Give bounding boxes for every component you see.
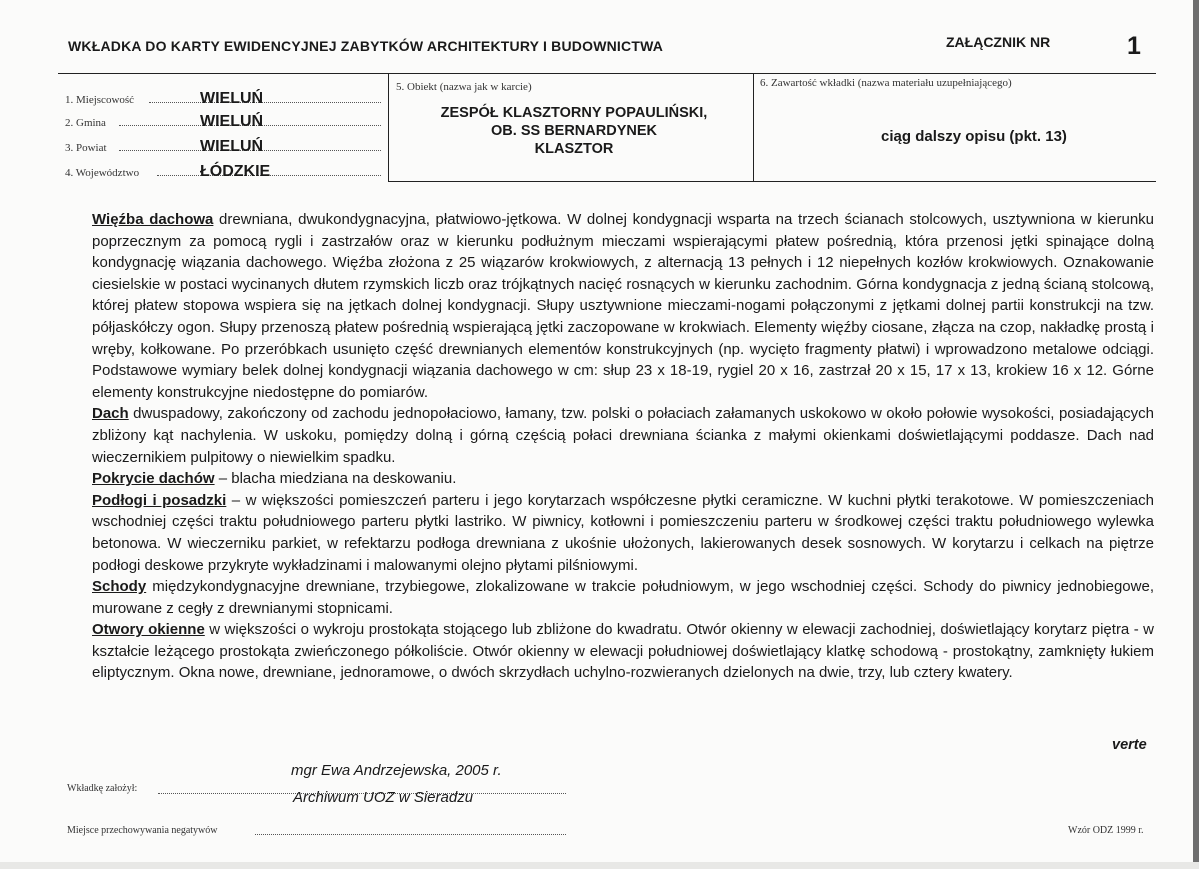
location-row-miejscowosc — [65, 86, 381, 108]
negatives-label: Miejsce przechowywania negatywów — [67, 825, 218, 836]
section-text: – blacha miedziana na deskowaniu. — [214, 470, 457, 488]
author-label: Wkładkę założył: — [67, 783, 138, 794]
object-label: 5. Obiekt (nazwa jak w karcie) — [396, 81, 532, 93]
contents-label: 6. Zawartość wkładki (nazwa materiału uzupełniającego) — [760, 77, 1012, 89]
contents-value: ciąg dalszy opisu (pkt. 13) — [881, 128, 1067, 145]
description-body — [92, 209, 1154, 684]
section-heading: Schody — [92, 578, 147, 596]
section-heading: Pokrycie dachów — [92, 470, 215, 488]
section-heading: Otwory okienne — [92, 621, 205, 639]
location-value: WIELUŃ — [200, 138, 264, 155]
annex-number: 1 — [1127, 32, 1141, 60]
description-paragraph-roof — [92, 403, 1154, 468]
form-title: WKŁADKA DO KARTY EWIDENCYJNEJ ZABYTKÓW ARCHITEKTURY I BUDOWNICTWA — [68, 38, 664, 54]
location-label: 4. Województwo — [65, 167, 140, 179]
location-value: ŁÓDZKIE — [200, 163, 271, 180]
negatives-dotted-line — [255, 834, 566, 835]
section-text: międzykondygnacyjne drewniane, trzybiegowe, zlokalizowane w trakcie południowym, w jego wschodniej części. Schody do piwnicy jednobiegowe, murowane z cegły z drewnianymi stopnicami. — [92, 578, 1154, 617]
description-paragraph-roofing — [92, 468, 1154, 490]
object-name-line: OB. SS BERNARDYNEK — [491, 123, 657, 139]
location-label: 3. Powiat — [65, 142, 107, 154]
scan-edge-right — [1193, 0, 1199, 869]
archive-stamp: Archiwum UOZ w Sieradzu — [293, 789, 474, 806]
table-bottom-rule — [388, 181, 1156, 182]
table-divider-1 — [388, 73, 389, 182]
object-name-line: KLASZTOR — [534, 141, 614, 157]
location-row-powiat — [65, 134, 381, 156]
section-text: w większości o wykroju prostokąta stojącego lub zbliżone do kwadratu. Otwór okienny w elewacji zachodniej, doświetlający korytarz piętra - w kształcie leżącego prostokąta zwieńczonego półkoliście. Otwór okienny w elewacji południowej doświetlający klatkę schodową - prostokątny, zamknięty łukiem eliptycznym. Okna nowe, drewniane, jednoramowe, o dwóch skrzydłach uchylno-rozwieranych dzielonych na dwie, trzy, lub cztery kwatery. — [92, 621, 1154, 682]
location-label: 2. Gmina — [65, 117, 106, 129]
location-row-wojewodztwo — [65, 159, 381, 181]
section-text: dwuspadowy, zakończony od zachodu jednopołaciowo, łamany, tzw. polski o połaciach załamanych uskokowo w około połowie wysokości, posiadających zbliżony kąt nachylenia. W uskoku, pomiędzy dolną i górną częścią połaci drewniana ścianka z małymi okienkami doświetlającymi poddasze. Dach nad wieczernikiem pulpitowy o niewielkim spadku. — [92, 405, 1154, 466]
object-name-line: ZESPÓŁ KLASZTORNY POPAULIŃSKI, — [440, 105, 708, 121]
object-name — [393, 104, 755, 158]
location-value: WIELUŃ — [200, 90, 264, 107]
author-signature: mgr Ewa Andrzejewska, 2005 r. — [291, 762, 502, 779]
section-text: drewniana, dwukondygnacyjna, płatwiowo-jętkowa. W dolnej kondygnacji wsparta na trzech ścianach stolcowych, usztywniona w kierunku poprzecznym za pomocą rygli i zastrzałów oraz w kierunku podłużnym mieczami wspierającymi płatew pośrednią, która przenosi jętki spinające dolną kondygnację wiązania dachowego. Więźba złożona z 25 wiązarów krokwiowych, z alternacją 13 pełnych i 12 niepełnych kozłów krokwiowych. Oznakowanie ciesielskie w postaci wycinanych dłutem rzymskich liczb oraz trójkątnych nacięć rosnących w kierunku zachodnim. Górna kondygnacja z jedną ścianą stolcową, której płatew stopowa wspiera się na jętkach dolnej kondygnacji. Słupy usztywnione mieczami-nogami połączonymi z jętkami dolnej partii konstrukcji na tzw. półjaskółczy ogon. Słupy przenoszą płatew pośrednią wspierającą jętki zaczopowane w krokwiach. Elementy więźby ciosane, złącza na czop, nakładkę prostą i wręby, kołkowane. Po przeróbkach usunięto część drewnianych elementów konstrukcyjnych (np. wycięto fragmenty płatwi) i wprowadzono metalowe odciągi. Podstawowe wymiary belek dolnej kondygnacji wiązania dachowego w cm: słup 23 x 18-19, rygiel 20 x 16, zastrzał 20 x 15, 17 x 13, krokiew 16 x 12. Górne elementy konstrukcyjne niedostępne do pomiarów. — [92, 211, 1154, 401]
form-template-note: Wzór ODZ 1999 r. — [1068, 825, 1144, 836]
scan-edge-bottom — [0, 862, 1199, 869]
section-text: – w większości pomieszczeń parteru i jego korytarzach współczesne płytki ceramiczne. W kuchni płytki terakotowe. W pomieszczeniach wschodniej części traktu południowego parteru płytki lastriko. W piwnicy, kotłowni i pomieszczeniu parteru w środkowej części traktu południowego wylewka betonowa. W wieczerniku parkiet, w refektarzu podłoga drewniana z ukośnie ułożonych, lakierowanych desek sosnowych. W korytarzu i celkach na piętrze podłogi deskowe przykryte wykładzinami i malowanymi olejno płytami pilśniowymi. — [92, 491, 1154, 574]
verte-note: verte — [1112, 737, 1147, 753]
dotted-line — [149, 102, 381, 103]
description-paragraph-roof-truss — [92, 209, 1154, 403]
annex-label: ZAŁĄCZNIK NR — [946, 34, 1051, 50]
description-paragraph-stairs — [92, 576, 1154, 619]
location-row-gmina — [65, 109, 381, 131]
description-paragraph-windows — [92, 619, 1154, 684]
table-top-rule — [58, 73, 1156, 74]
location-value: WIELUŃ — [200, 113, 264, 130]
location-label: 1. Miejscowość — [65, 94, 135, 106]
section-heading: Więźba dachowa — [92, 211, 214, 228]
section-heading: Dach — [92, 405, 129, 423]
description-paragraph-floors — [92, 490, 1154, 576]
section-heading: Podłogi i posadzki — [92, 491, 227, 509]
